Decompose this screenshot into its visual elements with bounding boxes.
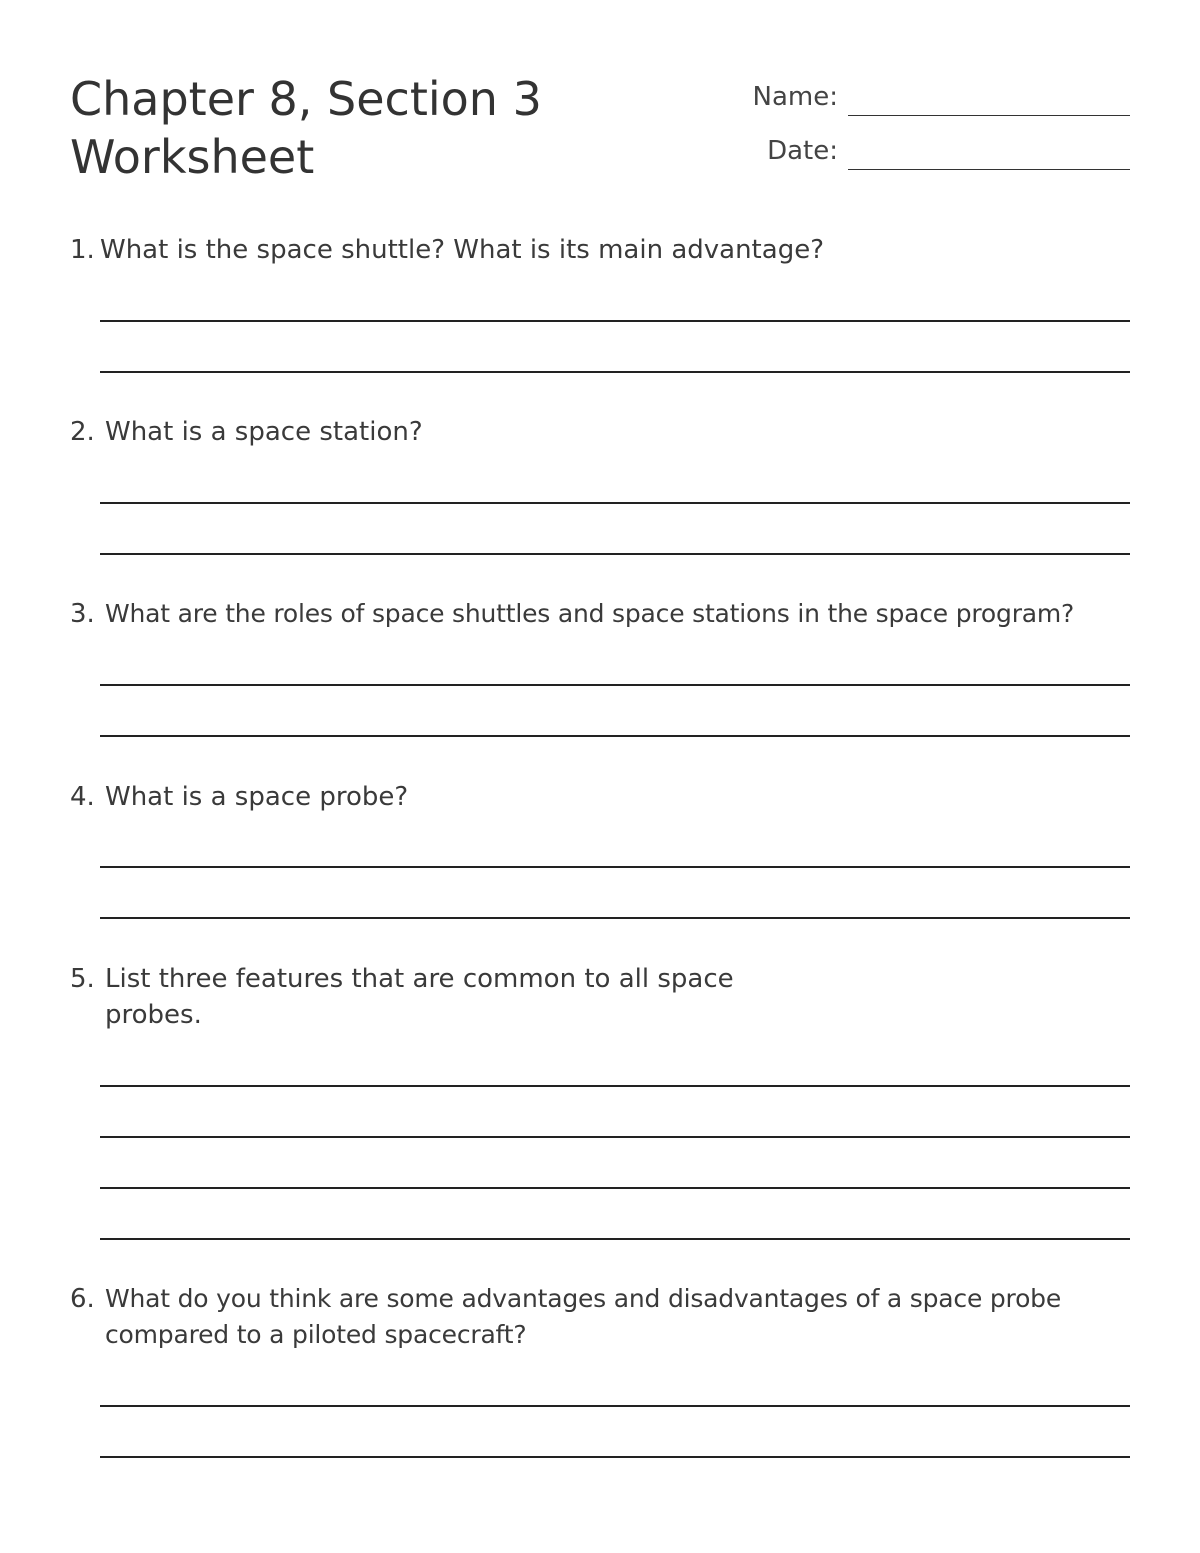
question-text: What do you think are some advantages and disadvantages of a space probe compared to a piloted spacecraft? [105,1284,1062,1349]
question-5 [70,961,750,1033]
answer-line[interactable] [100,502,1130,504]
question-number: 1. [70,235,95,265]
name-blank-line[interactable] [848,115,1130,116]
answer-line[interactable] [100,917,1130,919]
question-text: What is the space shuttle? What is its main advantage? [100,235,824,265]
answer-line[interactable] [100,371,1130,373]
question-6 [70,1281,1130,1353]
name-label: Name: [752,82,838,112]
question-4 [70,779,1130,815]
answer-line[interactable] [100,320,1130,322]
question-number: 5. [70,964,95,994]
question-text: What are the roles of space shuttles and space stations in the space program? [105,599,1075,628]
answer-line[interactable] [100,735,1130,737]
question-text: What is a space station? [105,417,423,447]
question-number: 4. [70,782,95,812]
answer-line[interactable] [100,1085,1130,1087]
question-number: 2. [70,417,95,447]
date-label: Date: [767,136,838,166]
question-1 [70,232,1130,268]
question-number: 3. [70,599,95,629]
answer-line[interactable] [100,684,1130,686]
question-2 [70,414,1130,450]
answer-line[interactable] [100,1456,1130,1458]
date-field[interactable] [700,130,1130,170]
name-field[interactable] [700,76,1130,116]
answer-line[interactable] [100,1405,1130,1407]
answer-line[interactable] [100,1238,1130,1240]
answer-line[interactable] [100,1187,1130,1189]
question-text: List three features that are common to all space probes. [105,964,734,1030]
question-text: What is a space probe? [105,782,409,812]
worksheet-title [70,70,542,186]
question-number: 6. [70,1284,95,1314]
title-line-2: Worksheet [70,130,315,184]
answer-line[interactable] [100,1136,1130,1138]
answer-line[interactable] [100,866,1130,868]
title-line-1: Chapter 8, Section 3 [70,72,542,126]
question-3 [70,596,1130,632]
answer-line[interactable] [100,553,1130,555]
date-blank-line[interactable] [848,169,1130,170]
